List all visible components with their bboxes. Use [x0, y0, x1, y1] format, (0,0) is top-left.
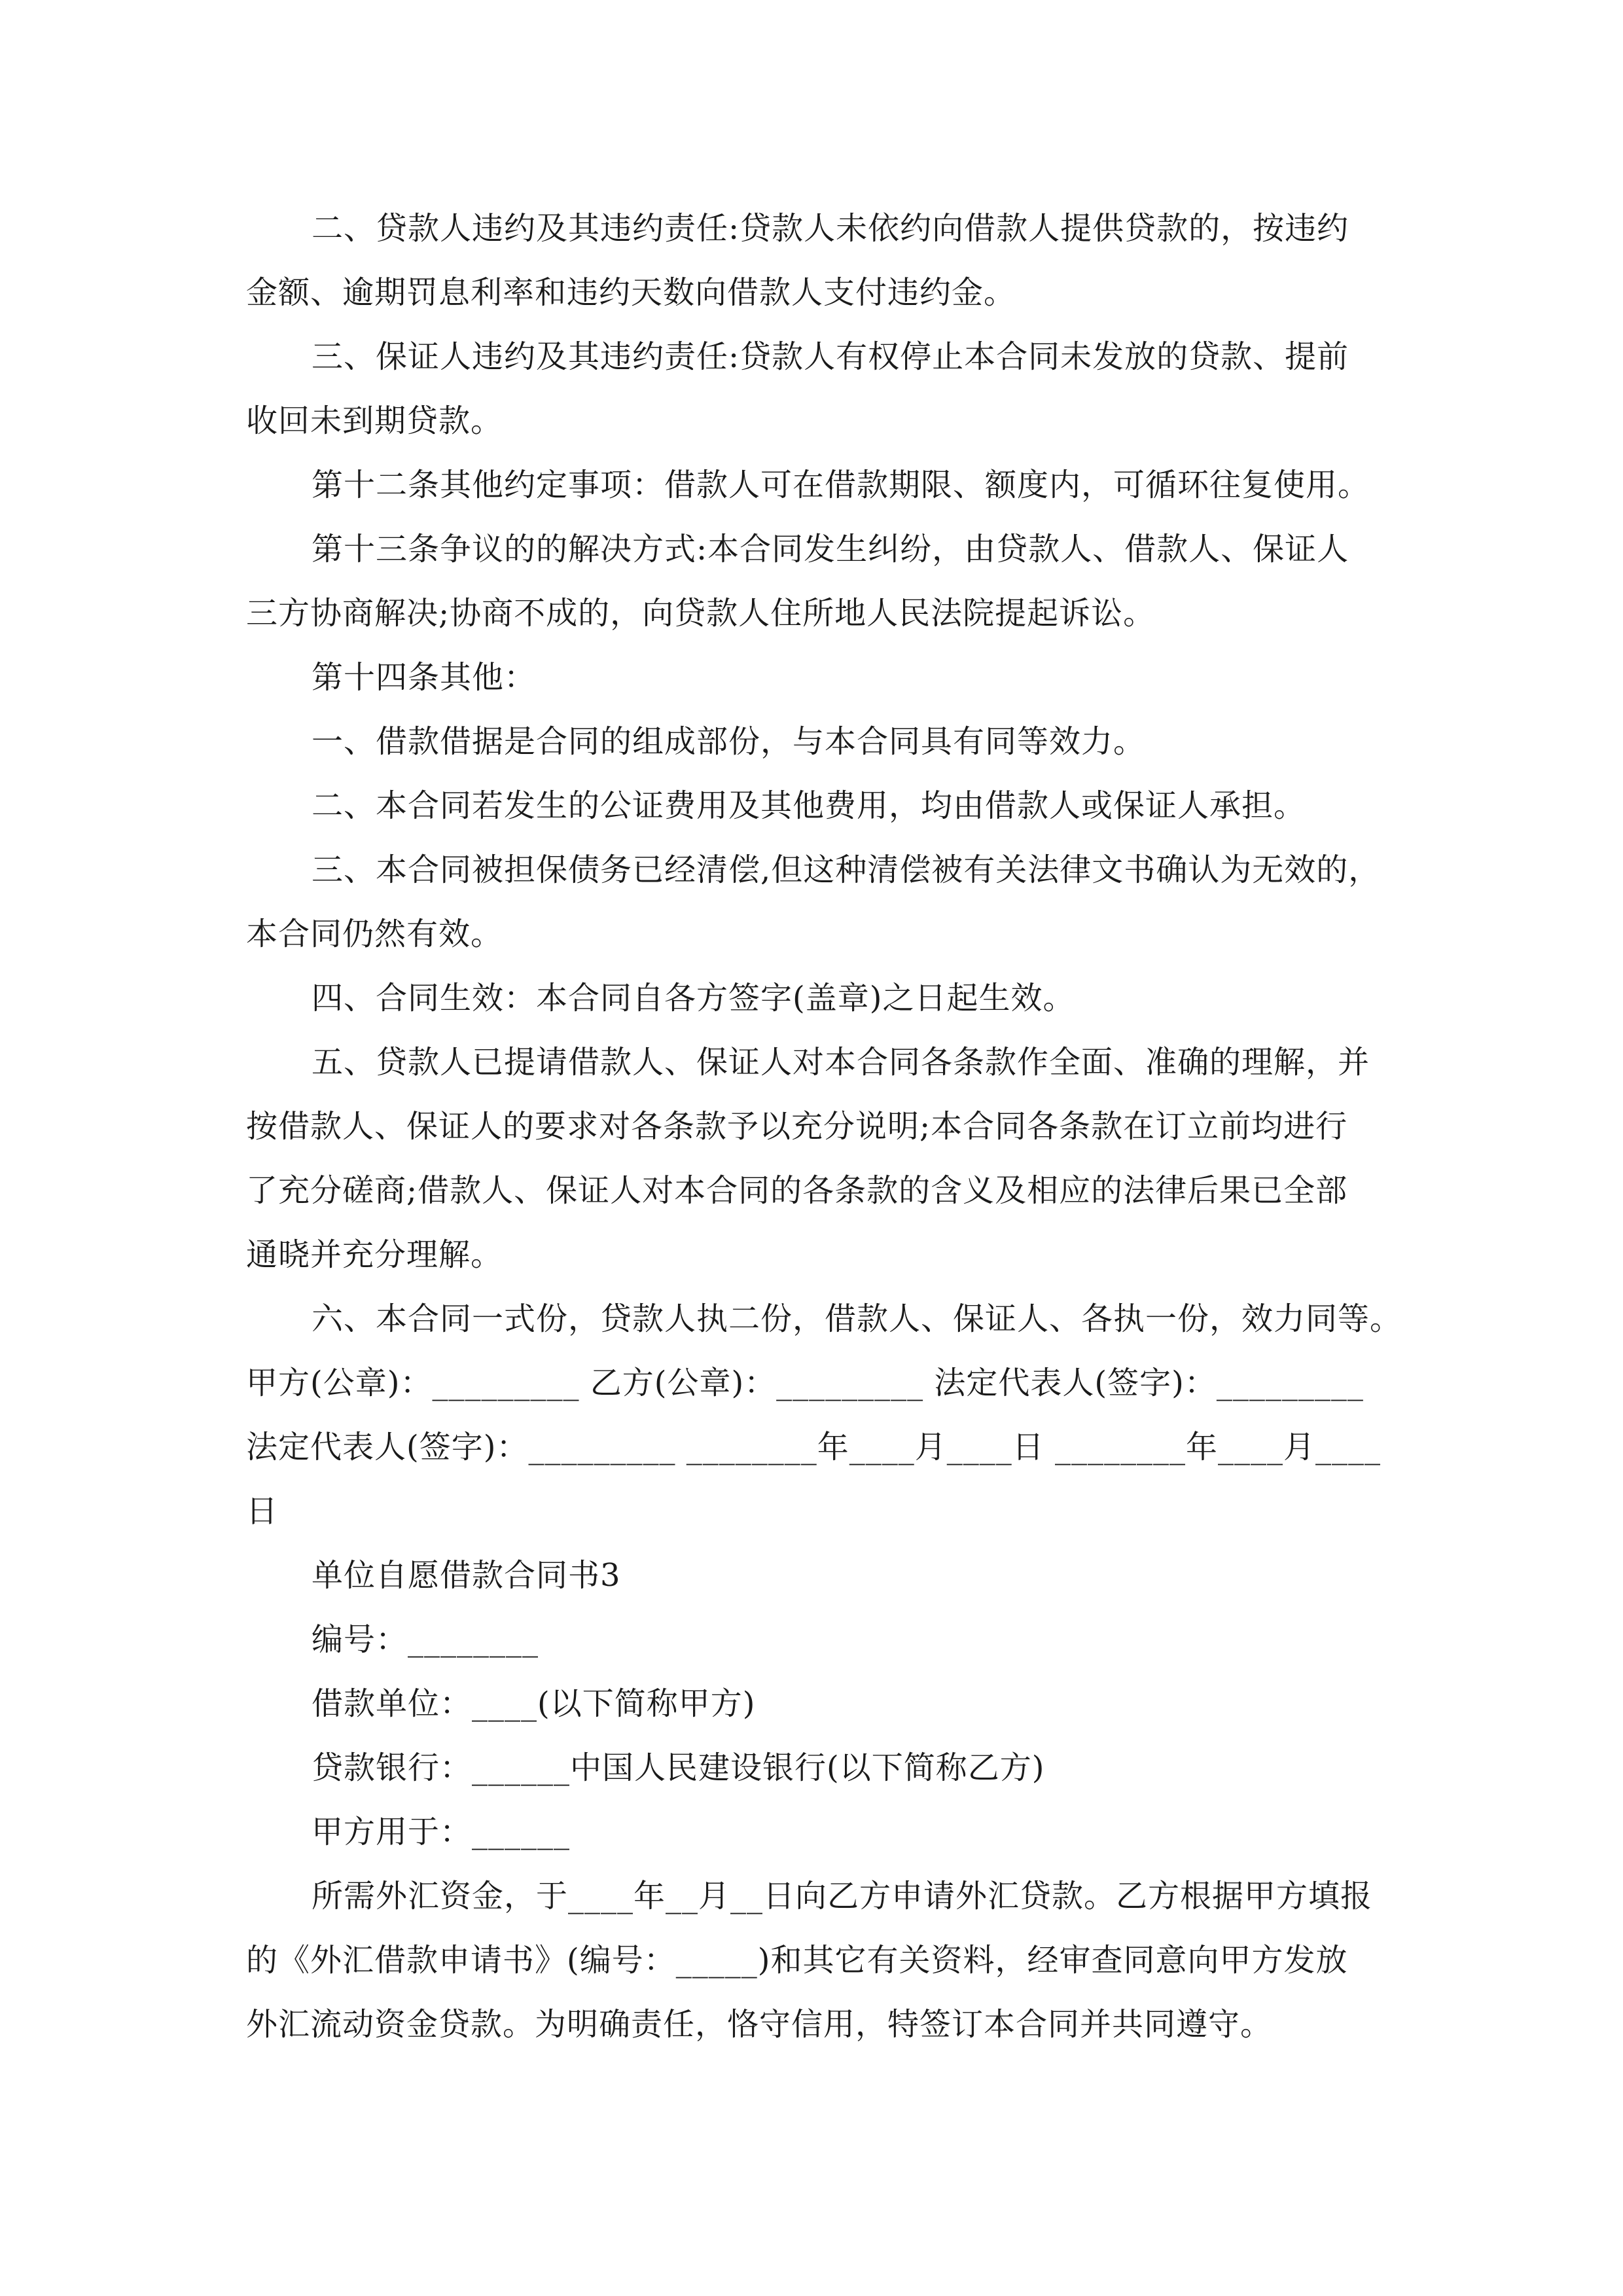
- contract-title: 单位自愿借款合同书3: [312, 1557, 621, 1594]
- text-line: 一、借款借据是合同的组成部份，与本合同具有同等效力。: [312, 723, 1146, 760]
- text-line: 三、保证人违约及其违约责任:贷款人有权停止本合同未发放的贷款、提前: [312, 338, 1349, 375]
- text-line: 通晓并充分理解。: [246, 1236, 503, 1273]
- text-line: 第十四条其他：: [312, 659, 537, 696]
- form-field-purpose: 甲方用于：______: [312, 1814, 571, 1850]
- form-field-borrower: 借款单位：____(以下简称甲方): [312, 1685, 756, 1722]
- text-line: 五、贷款人已提请借款人、保证人对本合同各条款作全面、准确的理解，并: [312, 1044, 1370, 1081]
- text-line: 六、本合同一式份，贷款人执二份，借款人、保证人、各执一份，效力同等。: [312, 1300, 1402, 1337]
- text-line: 所需外汇资金，于____年__月__日向乙方申请外汇贷款。乙方根据甲方填报: [312, 1878, 1373, 1914]
- signature-line: 法定代表人(签字)：_________ ________年____月____日 ________年____月____: [246, 1429, 1381, 1465]
- text-line: 第十三条争议的的解决方式:本合同发生纠纷，由贷款人、借款人、保证人: [312, 531, 1349, 567]
- text-line: 金额、逾期罚息利率和违约天数向借款人支付违约金。: [246, 274, 1016, 311]
- text-line: 外汇流动资金贷款。为明确责任，恪守信用，特签订本合同并共同遵守。: [246, 2006, 1273, 2043]
- text-line: 了充分磋商;借款人、保证人对本合同的各条款的含义及相应的法律后果已全部: [246, 1172, 1348, 1209]
- form-field-number: 编号：________: [312, 1621, 539, 1658]
- signature-line: 甲方(公章)：_________ 乙方(公章)：_________ 法定代表人(签字)：_________: [246, 1365, 1364, 1401]
- text-line: 本合同仍然有效。: [246, 916, 503, 952]
- text-line: 三方协商解决;协商不成的，向贷款人住所地人民法院提起诉讼。: [246, 595, 1156, 632]
- text-line: 的《外汇借款申请书》(编号：_____)和其它有关资料，经审查同意向甲方发放: [246, 1942, 1348, 1979]
- text-line: 日: [246, 1493, 279, 1530]
- text-line: 四、合同生效：本合同自各方签字(盖章)之日起生效。: [312, 980, 1075, 1016]
- text-line: 二、贷款人违约及其违约责任:贷款人未依约向借款人提供贷款的，按违约: [312, 210, 1349, 247]
- text-line: 二、本合同若发生的公证费用及其他费用，均由借款人或保证人承担。: [312, 787, 1306, 824]
- form-field-lender: 贷款银行：______中国人民建设银行(以下简称乙方): [312, 1749, 1045, 1786]
- text-line: 收回未到期贷款。: [246, 403, 503, 439]
- text-line: 按借款人、保证人的要求对各条款予以充分说明;本合同各条款在订立前均进行: [246, 1108, 1348, 1145]
- text-line: 三、本合同被担保债务已经清偿,但这种清偿被有关法律文书确认为无效的，: [312, 852, 1381, 888]
- document-page: [246, 196, 1402, 2056]
- text-line: 第十二条其他约定事项：借款人可在借款期限、额度内，可循环往复使用。: [312, 467, 1370, 503]
